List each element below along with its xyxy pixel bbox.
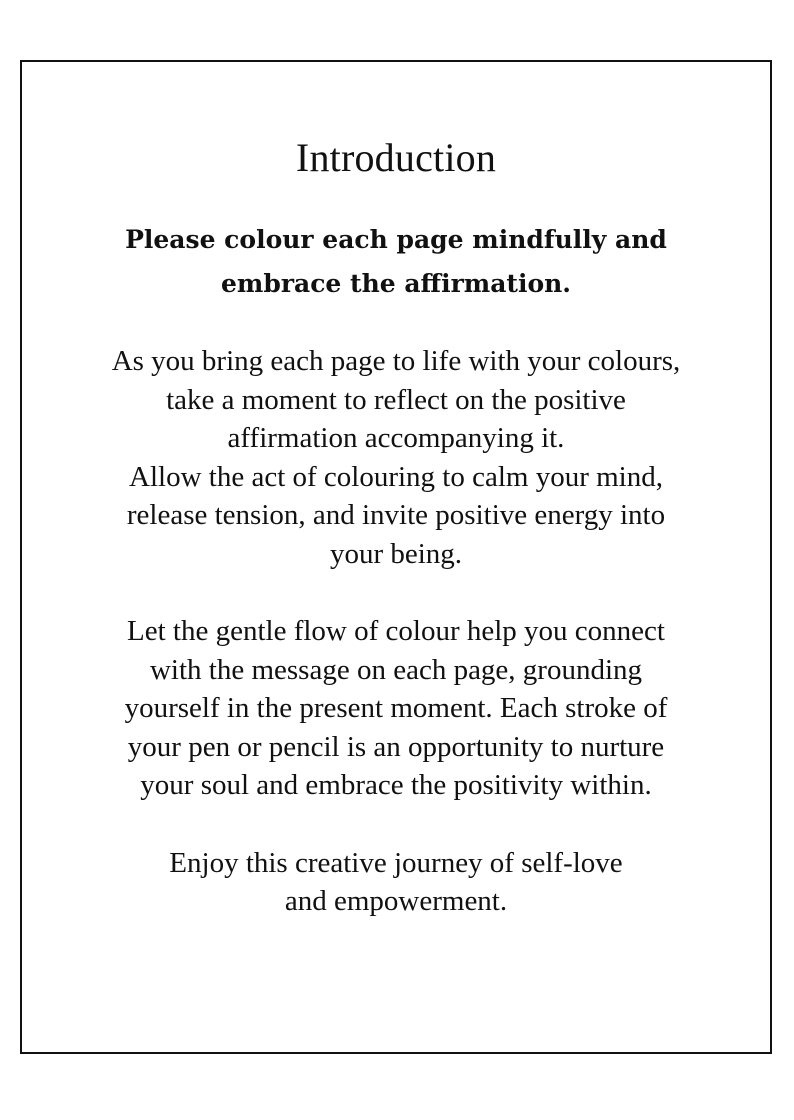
page-title: Introduction xyxy=(295,135,497,180)
text-line: your being. xyxy=(329,537,463,570)
text-line: with the message on each page, grounding xyxy=(149,653,643,686)
paragraph-closing xyxy=(22,844,770,921)
text-line: As you bring each page to life with your colours, xyxy=(111,345,681,377)
text-line: release tension, and invite positive energy into xyxy=(126,499,666,531)
text-line: Enjoy this creative journey of self-love xyxy=(169,846,623,879)
paragraph-reflection xyxy=(22,342,770,573)
introduction-content xyxy=(22,62,770,921)
text-line: Allow the act of colouring to calm your mind, xyxy=(129,460,663,493)
text-line: yourself in the present moment. Each stroke of xyxy=(124,692,668,724)
text-line: Let the gentle flow of colour help you connect xyxy=(127,615,665,647)
page-border xyxy=(20,60,772,1054)
text-line: affirmation accompanying it. xyxy=(227,422,565,454)
instruction-line: Please colour each page mindfully and xyxy=(125,225,667,254)
paragraph-flow xyxy=(22,612,770,805)
text-line: and empowerment. xyxy=(284,885,508,917)
instruction-line: embrace the affirmation. xyxy=(220,269,571,298)
instruction-heading xyxy=(22,218,770,306)
text-line: your soul and embrace the positivity within. xyxy=(140,769,652,801)
text-line: take a moment to reflect on the positive xyxy=(166,383,626,416)
text-line: your pen or pencil is an opportunity to nurture xyxy=(127,730,665,763)
